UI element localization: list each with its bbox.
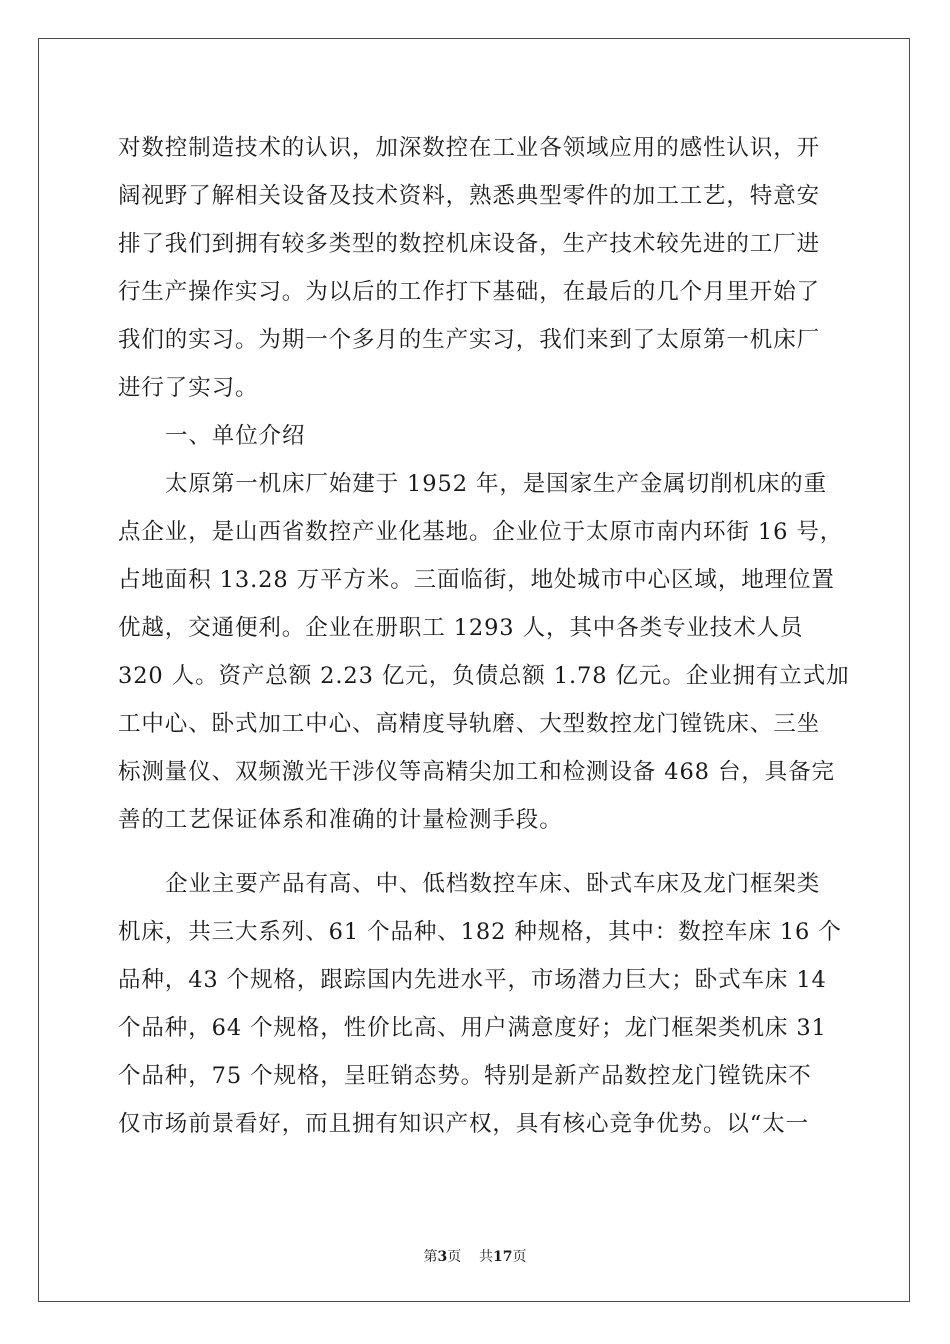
section-heading: 一、单位介绍 (165, 423, 306, 449)
body-text-line: 品种，43 个规格，跟踪国内先进水平，市场潜力巨大；卧式车床 14 (118, 967, 827, 993)
body-text-line: 个品种，64 个规格，性价比高、用户满意度好；龙门框架类机床 31 (118, 1015, 827, 1041)
page-unit: 页 (447, 1249, 462, 1265)
body-text-line: 我们的实习。为期一个多月的生产实习，我们来到了太原第一机床厂 (118, 327, 821, 353)
body-text-line: 行生产操作实习。为以后的工作打下基础，在最后的几个月里开始了 (118, 279, 821, 305)
body-text-line: 个品种，75 个规格，呈旺销态势。特别是新产品数控龙门镗铣床不 (118, 1063, 812, 1089)
page-number: 3 (437, 1249, 448, 1265)
total-pages: 17 (493, 1249, 513, 1265)
body-text-line: 对数控制造技术的认识，加深数控在工业各领域应用的感性认识，开 (118, 135, 821, 161)
body-text-line: 企业主要产品有高、中、低档数控车床、卧式车床及龙门框架类 (165, 871, 821, 897)
body-text-line: 标测量仪、双频激光干涉仪等高精尖加工和检测设备 468 台，具备完 (118, 759, 835, 785)
body-text-line: 太原第一机床厂始建于 1952 年，是国家生产金属切削机床的重 (165, 471, 827, 497)
body-text-line: 机床，共三大系列、61 个品种、182 种规格，其中：数控车床 16 个 (118, 919, 842, 945)
body-text-line: 进行了实习。 (118, 375, 259, 401)
total-unit: 页 (512, 1249, 527, 1265)
body-text-line: 阔视野了解相关设备及技术资料，熟悉典型零件的加工工艺，特意安 (118, 183, 821, 209)
page-footer (0, 1246, 950, 1266)
body-text-line: 320 人。资产总额 2.23 亿元，负债总额 1.78 亿元。企业拥有立式加 (118, 663, 850, 689)
body-text-line: 占地面积 13.28 万平方米。三面临街，地处城市中心区域，地理位置 (118, 567, 835, 593)
body-text-line: 仅市场前景看好，而且拥有知识产权，具有核心竞争优势。以“太一 (118, 1111, 810, 1137)
body-text-line: 点企业，是山西省数控产业化基地。企业位于太原市南内环街 16 号， (118, 519, 844, 545)
body-text-line: 排了我们到拥有较多类型的数控机床设备，生产技术较先进的工厂进 (118, 231, 821, 257)
body-text-line: 善的工艺保证体系和准确的计量检测手段。 (118, 807, 563, 833)
body-text-line: 优越，交通便利。企业在册职工 1293 人，其中各类专业技术人员 (118, 615, 804, 641)
total-prefix: 共 (479, 1249, 494, 1265)
page-prefix: 第 (423, 1249, 438, 1265)
body-text-line: 工中心、卧式加工中心、高精度导轨磨、大型数控龙门镗铣床、三坐 (118, 711, 821, 737)
